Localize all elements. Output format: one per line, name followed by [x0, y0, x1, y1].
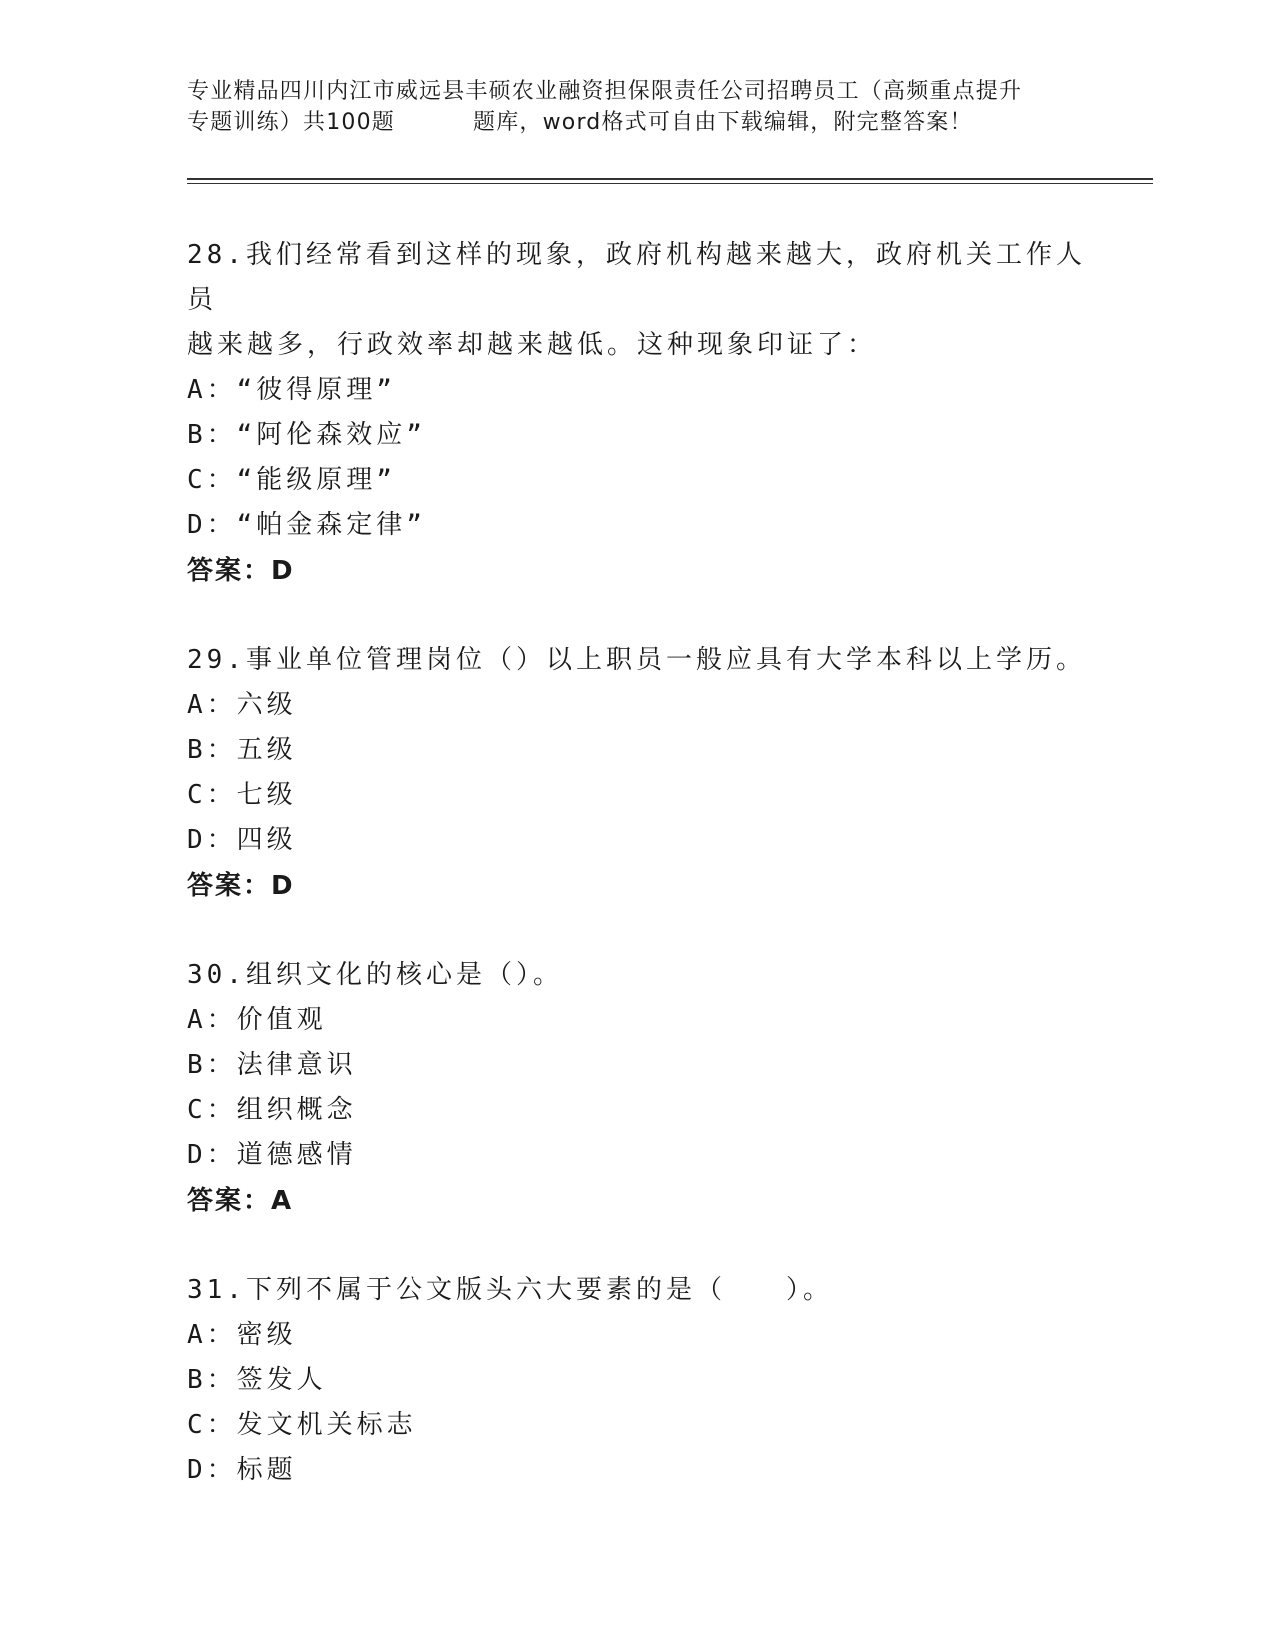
option-d: D：标题	[187, 1455, 297, 1485]
option-b: B：五级	[187, 735, 297, 765]
option-b: B：签发人	[187, 1365, 327, 1395]
option-c: C：组织概念	[187, 1095, 357, 1125]
answer: 答案：D	[187, 871, 295, 901]
question-31	[187, 1268, 1087, 1493]
question-stem: 29.事业单位管理岗位（）以上职员一般应具有大学本科以上学历。	[187, 645, 1086, 675]
option-c: C：七级	[187, 780, 297, 810]
question-30	[187, 953, 1087, 1224]
option-a: A：密级	[187, 1320, 297, 1350]
option-d: D：“帕金森定律”	[187, 510, 426, 540]
header-line-2-part-2: 题库，word格式可自由下载编辑，附完整答案！	[473, 110, 973, 135]
option-c: C：发文机关标志	[187, 1410, 417, 1440]
header-divider-thick	[187, 178, 1153, 180]
option-a: A：价值观	[187, 1005, 327, 1035]
option-a: A：“彼得原理”	[187, 375, 396, 405]
option-b: B：“阿伦森效应”	[187, 420, 426, 450]
option-d: D：四级	[187, 825, 297, 855]
option-a: A：六级	[187, 690, 297, 720]
question-stem: 31.下列不属于公文版头六大要素的是（ ）。	[187, 1275, 833, 1305]
header-line-2	[187, 107, 1087, 138]
option-c: C：“能级原理”	[187, 465, 396, 495]
answer: 答案：D	[187, 556, 295, 586]
option-b: B：法律意识	[187, 1050, 357, 1080]
option-d: D：道德感情	[187, 1140, 357, 1170]
question-stem: 28.我们经常看到这样的现象，政府机构越来越大，政府机关工作人员	[187, 240, 1086, 315]
question-29	[187, 638, 1087, 909]
header-line-2-part-1: 专题训练）共100题	[187, 110, 395, 135]
document-header	[187, 76, 1087, 138]
answer: 答案：A	[187, 1186, 294, 1216]
question-stem-continued: 越来越多，行政效率却越来越低。这种现象印证了：	[187, 330, 878, 360]
question-list	[187, 233, 1087, 1537]
header-divider-thin	[187, 183, 1153, 184]
header-line-1: 专业精品四川内江市威远县丰硕农业融资担保限责任公司招聘员工（高频重点提升	[187, 79, 1023, 104]
question-stem: 30.组织文化的核心是（）。	[187, 960, 563, 990]
question-28	[187, 233, 1087, 594]
